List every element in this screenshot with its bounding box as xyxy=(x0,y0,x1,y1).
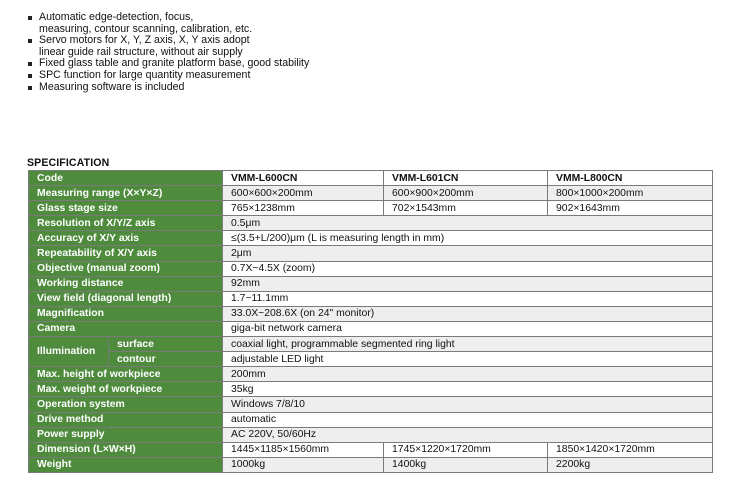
row-label: Max. height of workpiece xyxy=(29,367,223,382)
row-label: Measuring range (X×Y×Z) xyxy=(29,186,223,201)
feature-item: Fixed glass table and granite platform base, good stability xyxy=(28,58,309,70)
row-label: View field (diagonal length) xyxy=(29,291,223,306)
feature-item-continued: measuring, contour scanning, calibration, etc. xyxy=(39,22,253,35)
table-row xyxy=(29,397,713,412)
row-label: Working distance xyxy=(29,276,223,291)
row-label: Max. weight of workpiece xyxy=(29,382,223,397)
cell-value: 1745×1220×1720mm xyxy=(384,442,548,457)
row-sublabel-surface: surface xyxy=(109,337,223,352)
table-row xyxy=(29,261,713,276)
table-row xyxy=(29,337,713,352)
cell-value: 702×1543mm xyxy=(384,201,548,216)
cell-value: 200mm xyxy=(223,367,713,382)
spec-title: SPECIFICATION xyxy=(27,157,110,169)
specification-table xyxy=(28,170,713,473)
feature-item: SPC function for large quantity measurement xyxy=(28,70,309,82)
cell-value: 1445×1185×1560mm xyxy=(223,442,384,457)
model-l800cn: VMM-L800CN xyxy=(548,171,713,186)
table-row xyxy=(29,352,713,367)
model-l600cn: VMM-L600CN xyxy=(223,171,384,186)
feature-item: Measuring software is included xyxy=(28,82,309,94)
cell-value: 35kg xyxy=(223,382,713,397)
cell-value: 902×1643mm xyxy=(548,201,713,216)
cell-value: 800×1000×200mm xyxy=(548,186,713,201)
table-row xyxy=(29,246,713,261)
row-label: Code xyxy=(29,171,223,186)
table-row xyxy=(29,276,713,291)
cell-value: adjustable LED light xyxy=(223,352,713,367)
row-label: Magnification xyxy=(29,306,223,321)
table-row xyxy=(29,412,713,427)
cell-value: ≤(3.5+L/200)μm (L is measuring length in mm) xyxy=(223,231,713,246)
table-row xyxy=(29,382,713,397)
table-row xyxy=(29,306,713,321)
cell-value: 1850×1420×1720mm xyxy=(548,442,713,457)
row-label: Glass stage size xyxy=(29,201,223,216)
table-row xyxy=(29,427,713,442)
feature-item: Servo motors for X, Y, Z axis, X, Y axis adopt xyxy=(28,35,309,47)
row-label: Operation system xyxy=(29,397,223,412)
cell-value: 765×1238mm xyxy=(223,201,384,216)
table-row xyxy=(29,457,713,472)
table-row xyxy=(29,201,713,216)
cell-value: 1.7~11.1mm xyxy=(223,291,713,306)
cell-value: 33.0X~208.6X (on 24" monitor) xyxy=(223,306,713,321)
cell-value: 0.5μm xyxy=(223,216,713,231)
table-row xyxy=(29,171,713,186)
cell-value: 2200kg xyxy=(548,457,713,472)
cell-value: 600×900×200mm xyxy=(384,186,548,201)
table-row xyxy=(29,442,713,457)
cell-value: 1400kg xyxy=(384,457,548,472)
cell-value: coaxial light, programmable segmented ring light xyxy=(223,337,713,352)
cell-value: 1000kg xyxy=(223,457,384,472)
table-row xyxy=(29,321,713,336)
feature-list xyxy=(28,12,309,93)
cell-value: 0.7X~4.5X (zoom) xyxy=(223,261,713,276)
cell-value: 92mm xyxy=(223,276,713,291)
cell-value: Windows 7/8/10 xyxy=(223,397,713,412)
table-row xyxy=(29,216,713,231)
row-label: Power supply xyxy=(29,427,223,442)
table-row xyxy=(29,186,713,201)
row-label: Repeatability of X/Y axis xyxy=(29,246,223,261)
row-sublabel-contour: contour xyxy=(109,352,223,367)
cell-value: 2μm xyxy=(223,246,713,261)
feature-item: Automatic edge-detection, focus, xyxy=(28,12,309,24)
row-label: Resolution of X/Y/Z axis xyxy=(29,216,223,231)
table-row xyxy=(29,367,713,382)
feature-item-continued: linear guide rail structure, without air supply xyxy=(39,45,243,58)
row-label: Objective (manual zoom) xyxy=(29,261,223,276)
cell-value: AC 220V, 50/60Hz xyxy=(223,427,713,442)
cell-value: automatic xyxy=(223,412,713,427)
table-row xyxy=(29,291,713,306)
cell-value: giga-bit network camera xyxy=(223,321,713,336)
row-label: Dimension (L×W×H) xyxy=(29,442,223,457)
model-l601cn: VMM-L601CN xyxy=(384,171,548,186)
row-label: Weight xyxy=(29,457,223,472)
row-label: Drive method xyxy=(29,412,223,427)
table-row xyxy=(29,231,713,246)
cell-value: 600×600×200mm xyxy=(223,186,384,201)
row-label-illumination: Illumination xyxy=(29,337,109,367)
row-label: Camera xyxy=(29,321,223,336)
row-label: Accuracy of X/Y axis xyxy=(29,231,223,246)
